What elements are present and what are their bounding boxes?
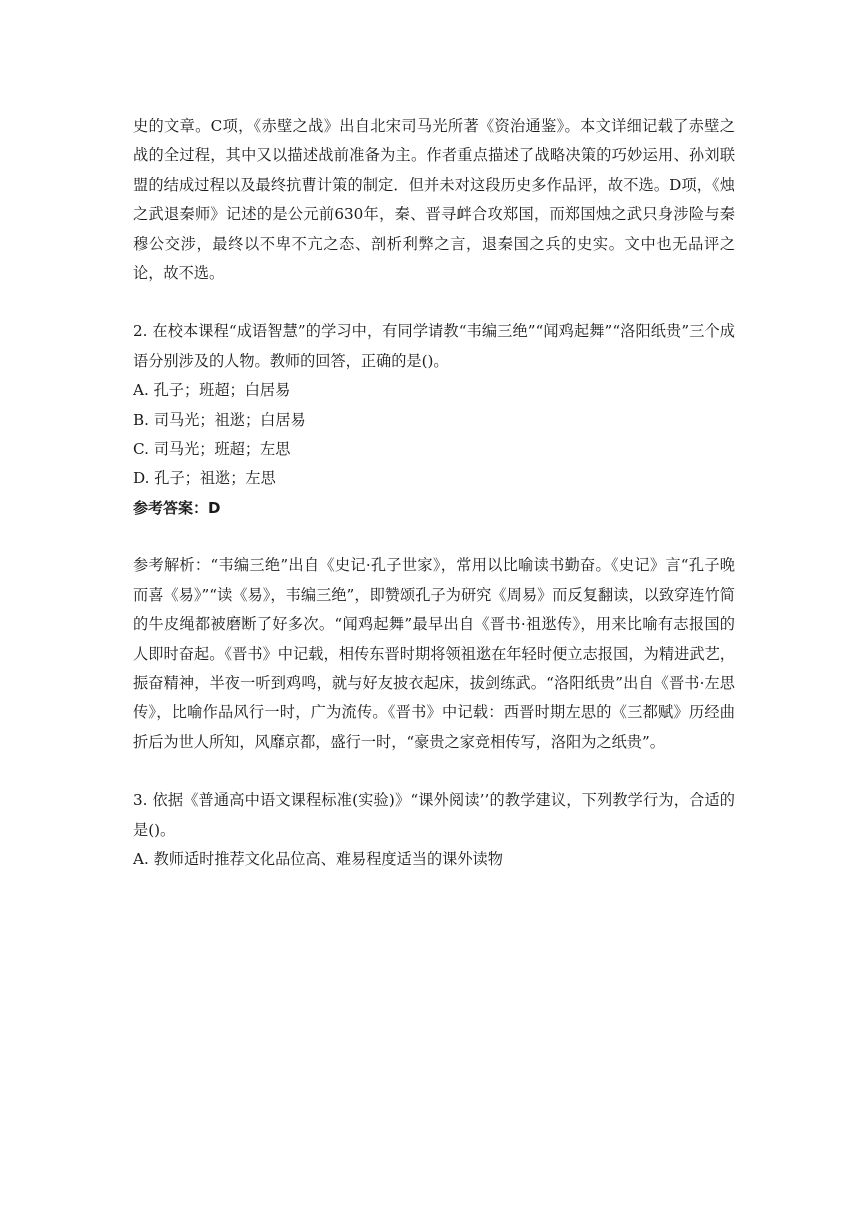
question-2-analysis: 参考解析：“韦编三绝”出自《史记·孔子世家》，常用以比喻读书勤奋。《史记》言“孔子晚而喜《易》”“读《易》，韦编三绝”，即赞颂孔子为研究《周易》而反复翻读，以致穿连竹简的牛皮绳都被磨断了好多次。“闻鸡起舞”最早出自《晋书·祖逖传》，用来比喻有志报国的人即时奋起。《晋书》中记载，相传东晋时期将领祖逖在年轻时便立志报国，为精进武艺，振奋精神，半夜一听到鸡鸣，就与好友披衣起床，拔剑练武。“洛阳纸贵”出自《晋书·左思传》，比喻作品风行一时，广为流传。《晋书》中记载：西晋时期左思的《三都赋》历经曲折后为世人所知，风靡京都，盛行一时，“豪贵之家竞相传写，洛阳为之纸贵”。	[133, 556, 735, 751]
question-2-option-c: C. 司马光；班超；左思	[133, 440, 291, 459]
question-3-option-a: A. 教师适时推荐文化品位高、难易程度适当的课外读物	[133, 849, 503, 868]
document-page	[133, 112, 735, 874]
previous-explanation-paragraph: 史的文章。C项，《赤壁之战》出自北宋司马光所著《资治通鉴》。本文详细记载了赤壁之战的全过程，其中又以描述战前准备为主。作者重点描述了战略决策的巧妙运用、孙刘联盟的结成过程以及最终抗曹计策的制定．但并未对这段历史多作品评，故不选。D项，《烛之武退秦师》记述的是公元前630年，秦、晋寻衅合攻郑国，而郑国烛之武只身涉险与秦穆公交涉，最终以不卑不亢之态、剖析利弊之言，退秦国之兵的史实。文中也无品评之论，故不选。	[133, 117, 735, 283]
question-2-answer: 参考答案：D	[133, 498, 221, 517]
question-2-option-d: D. 孔子；祖逖；左思	[133, 469, 276, 488]
question-2-stem: 2. 在校本课程“成语智慧”的学习中，有同学请教“韦编三绝”“闻鸡起舞”“洛阳纸贵”三个成语分别涉及的人物。教师的回答，正确的是()。	[133, 322, 735, 370]
question-2-option-b: B. 司马光；祖逖；白居易	[133, 410, 306, 429]
question-2-option-a: A. 孔子；班超；白居易	[133, 381, 291, 400]
question-3-stem: 3. 依据《普通高中语文课程标准(实验)》“课外阅读’’的教学建议，下列教学行为，合适的是()。	[133, 791, 735, 839]
